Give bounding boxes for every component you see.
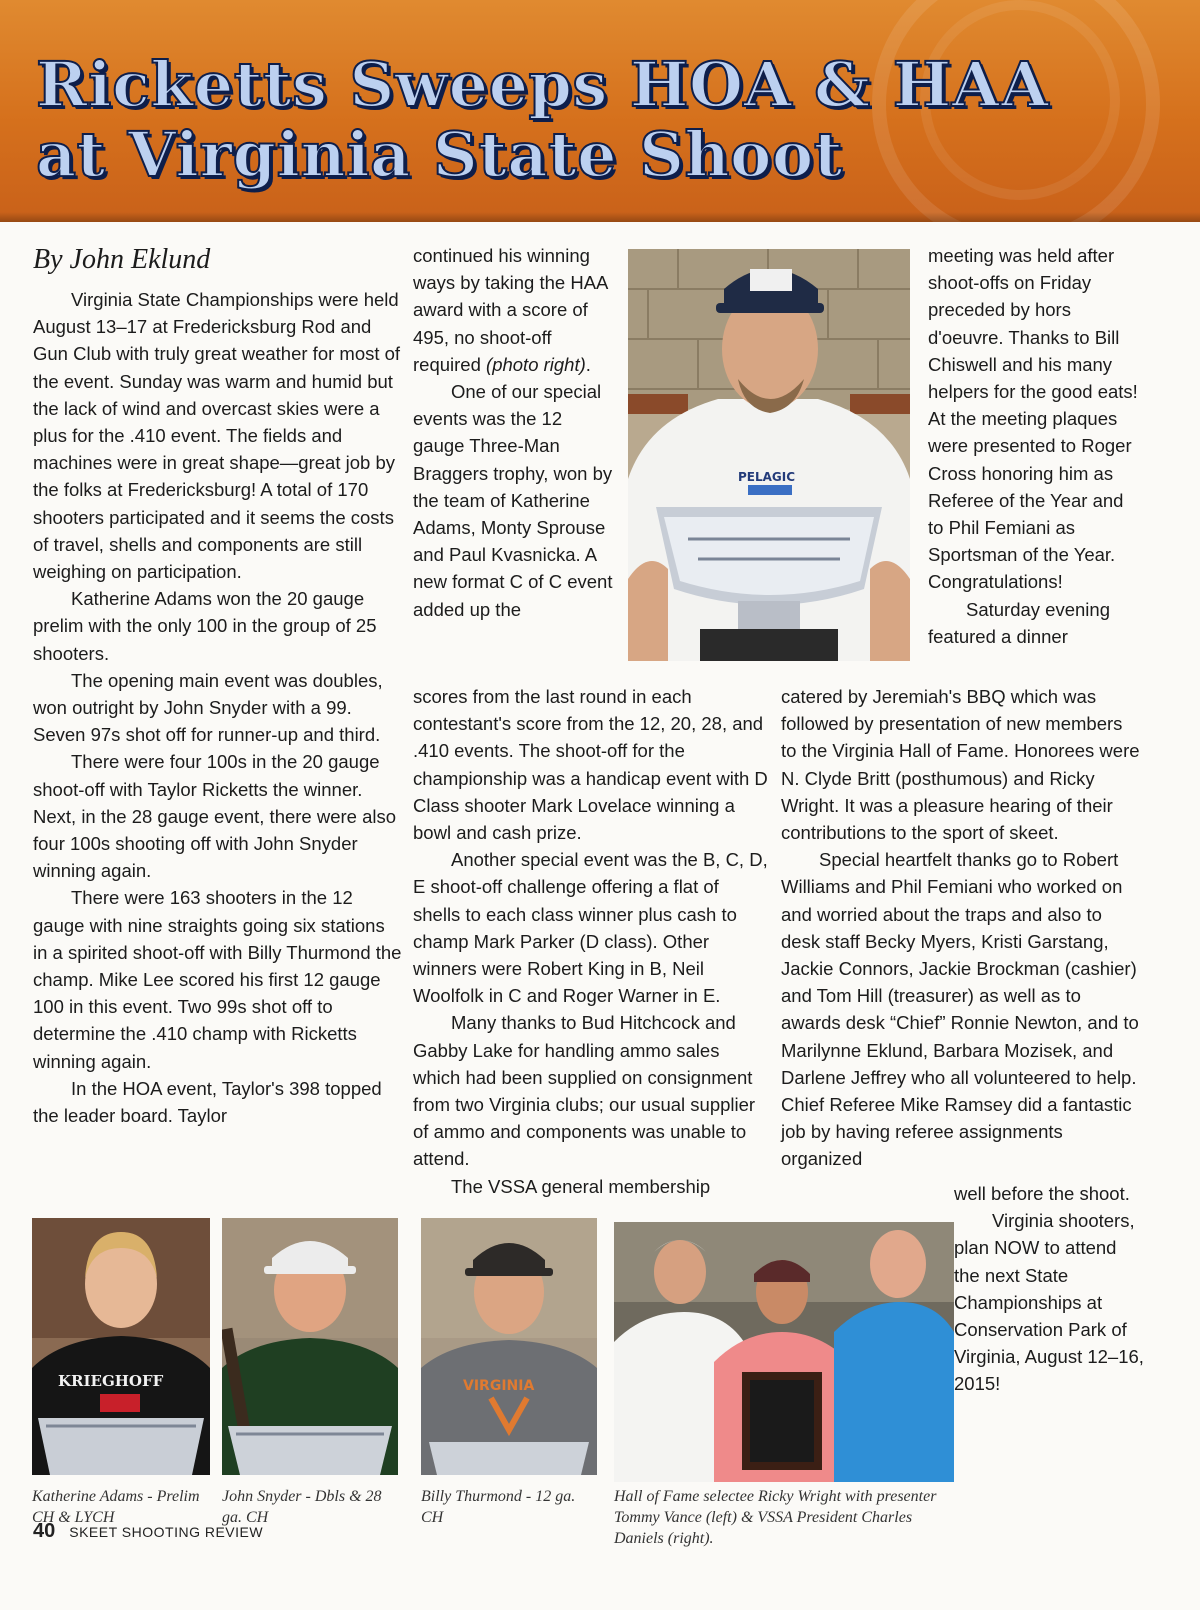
article-column-3-end [954, 1180, 1144, 1398]
paragraph: Many thanks to Bud Hitchcock and Gabby Lake for handling ammo sales which had been supplied on consignment from two Virginia clubs; our usual supplier of ammo and components was unable to attend. [413, 1012, 756, 1170]
page-number: 40 [33, 1520, 56, 1542]
paragraph: Special heartfelt thanks go to Robert Williams and Phil Femiani who worked on and worried about the traps and also to desk staff Becky Myers, Kristi Garstang, Jackie Connors, Jackie Brockman (cashier) and Tom Hill (treasurer) as well as to awards desk “Chief” Ronnie Newton, and to Marilynne Eklund, Barbara Mozisek, and Darlene Jeffrey who all volunteered to help. Chief Referee Mike Ramsey did a fantastic job by having referee assignments organized [781, 849, 1139, 1170]
caption-billy-thurmond: Billy Thurmond - 12 ga. CH [421, 1488, 576, 1526]
banner-shadow [0, 212, 1200, 222]
photo-katherine-adams [32, 1218, 210, 1475]
photo-hall-of-fame [614, 1222, 954, 1482]
caption-katherine-adams: Katherine Adams - Prelim CH & LYCH [32, 1488, 200, 1526]
paragraph: There were 163 shooters in the 12 gauge with nine straights going six stations in a spirited shoot-off with Billy Thurmond the champ. Mike Lee scored his first 12 gauge 100 in this event. Two 99s shot off to determine the .410 champ with Ricketts winning again. [33, 887, 402, 1072]
paragraph: The opening main event was doubles, won outright by John Snyder with a 99. Seven 97s shot off for runner-up and third. [33, 669, 383, 746]
headline-line-1: Ricketts Sweeps HOA & HAA [36, 48, 1050, 121]
paragraph-text: continued his winning ways by taking the HAA award with a score of 495, no shoot-off required [413, 245, 608, 375]
photo-john-snyder [222, 1218, 398, 1475]
period: . [585, 353, 591, 375]
byline: By John Eklund [33, 244, 211, 275]
article-column-1 [33, 242, 403, 1129]
article-column-2-top [413, 242, 613, 623]
paragraph: scores from the last round in each contestant's score from the 12, 20, 28, and .410 events. The shoot-off for the championship was a handicap event with D Class shooter Mark Lovelace winning a bowl and cash prize. [413, 686, 768, 844]
photo-illustration [614, 1222, 954, 1482]
paragraph: meeting was held after shoot-offs on Friday preceded by hors d'oeuvre. Thanks to Bill Chiswell and his many helpers for the good eats! At the meeting plaques were presented to Roger Cross honoring him as Referee of the Year and to Phil Femiani as Sportsman of the Year. Congratulations! [928, 245, 1138, 593]
article-column-3-middle [781, 683, 1141, 1173]
paragraph: Virginia State Championships were held August 13–17 at Fredericksburg Rod and Gun Club with truly great weather for most of the event. Sunday was warm and humid but the lack of wind and overcast skies were a plus for the .410 event. The fields and machines were in great shape—great job by the folks at Fredericksburg! A total of 170 shooters participated and it seems the costs of travel, shells and components are still weighing on participation. [33, 289, 401, 583]
paragraph: In the HOA event, Taylor's 398 topped the leader board. Taylor [33, 1077, 382, 1127]
paragraph: well before the shoot. [954, 1183, 1130, 1204]
paragraph [413, 242, 613, 378]
caption-john-snyder: John Snyder - Dbls & 28 ga. CH [222, 1488, 382, 1526]
headline-line-2: at Virginia State Shoot [36, 118, 843, 191]
caption-hall-of-fame: Hall of Fame selectee Ricky Wright with presenter Tommy Vance (left) & VSSA President Charles Daniels (right). [614, 1488, 937, 1547]
page-footer [33, 1520, 263, 1543]
photo-reference: (photo right) [486, 353, 586, 375]
article-column-3-top [928, 242, 1138, 650]
paragraph: Another special event was the B, C, D, E shoot-off challenge offering a flat of shells to each class winner plus cash to champ Mark Parker (D class). Other winners were Robert King in B, Neil Woolfolk in C and Roger Warner in E. [413, 849, 768, 1007]
magazine-name: SKEET SHOOTING REVIEW [69, 1524, 264, 1540]
title-banner [0, 0, 1200, 222]
main-photo-taylor-ricketts [628, 249, 910, 661]
shirt-text: VIRGINIA [463, 1378, 535, 1394]
photo-billy-thurmond [421, 1218, 597, 1475]
paragraph: catered by Jeremiah's BBQ which was followed by presentation of new members to the Virginia Hall of Fame. Honorees were N. Clyde Britt (posthumous) and Ricky Wright. It was a pleasure hearing of their contributions to the sport of skeet. [781, 686, 1140, 844]
paragraph: There were four 100s in the 20 gauge shoot-off with Taylor Ricketts the winner. Next, in the 28 gauge event, there were also four 100s shooting off with John Snyder winning again. [33, 751, 397, 882]
paragraph: One of our special events was the 12 gauge Three-Man Braggers trophy, won by the team of Katherine Adams, Monty Sprouse and Paul Kvasnicka. A new format C of C event added up the [413, 381, 613, 620]
photo-illustration [628, 249, 910, 661]
article-headline [36, 50, 1049, 190]
paragraph: Virginia shooters, plan NOW to attend the next State Championships at Conservation Park of Virginia, August 12–16, 2015! [954, 1210, 1144, 1395]
shirt-text: KRIEGHOFF [58, 1372, 164, 1390]
cap-brand-text: PELAGIC [738, 470, 796, 484]
paragraph: The VSSA general membership [451, 1175, 711, 1197]
photo-illustration [421, 1218, 597, 1475]
paragraph: Katherine Adams won the 20 gauge prelim with the only 100 in the group of 25 shooters. [33, 588, 377, 664]
photo-illustration [32, 1218, 210, 1475]
photo-illustration [222, 1218, 398, 1475]
paragraph: Saturday evening featured a dinner [928, 598, 1110, 647]
article-column-2-bottom [413, 683, 769, 1200]
